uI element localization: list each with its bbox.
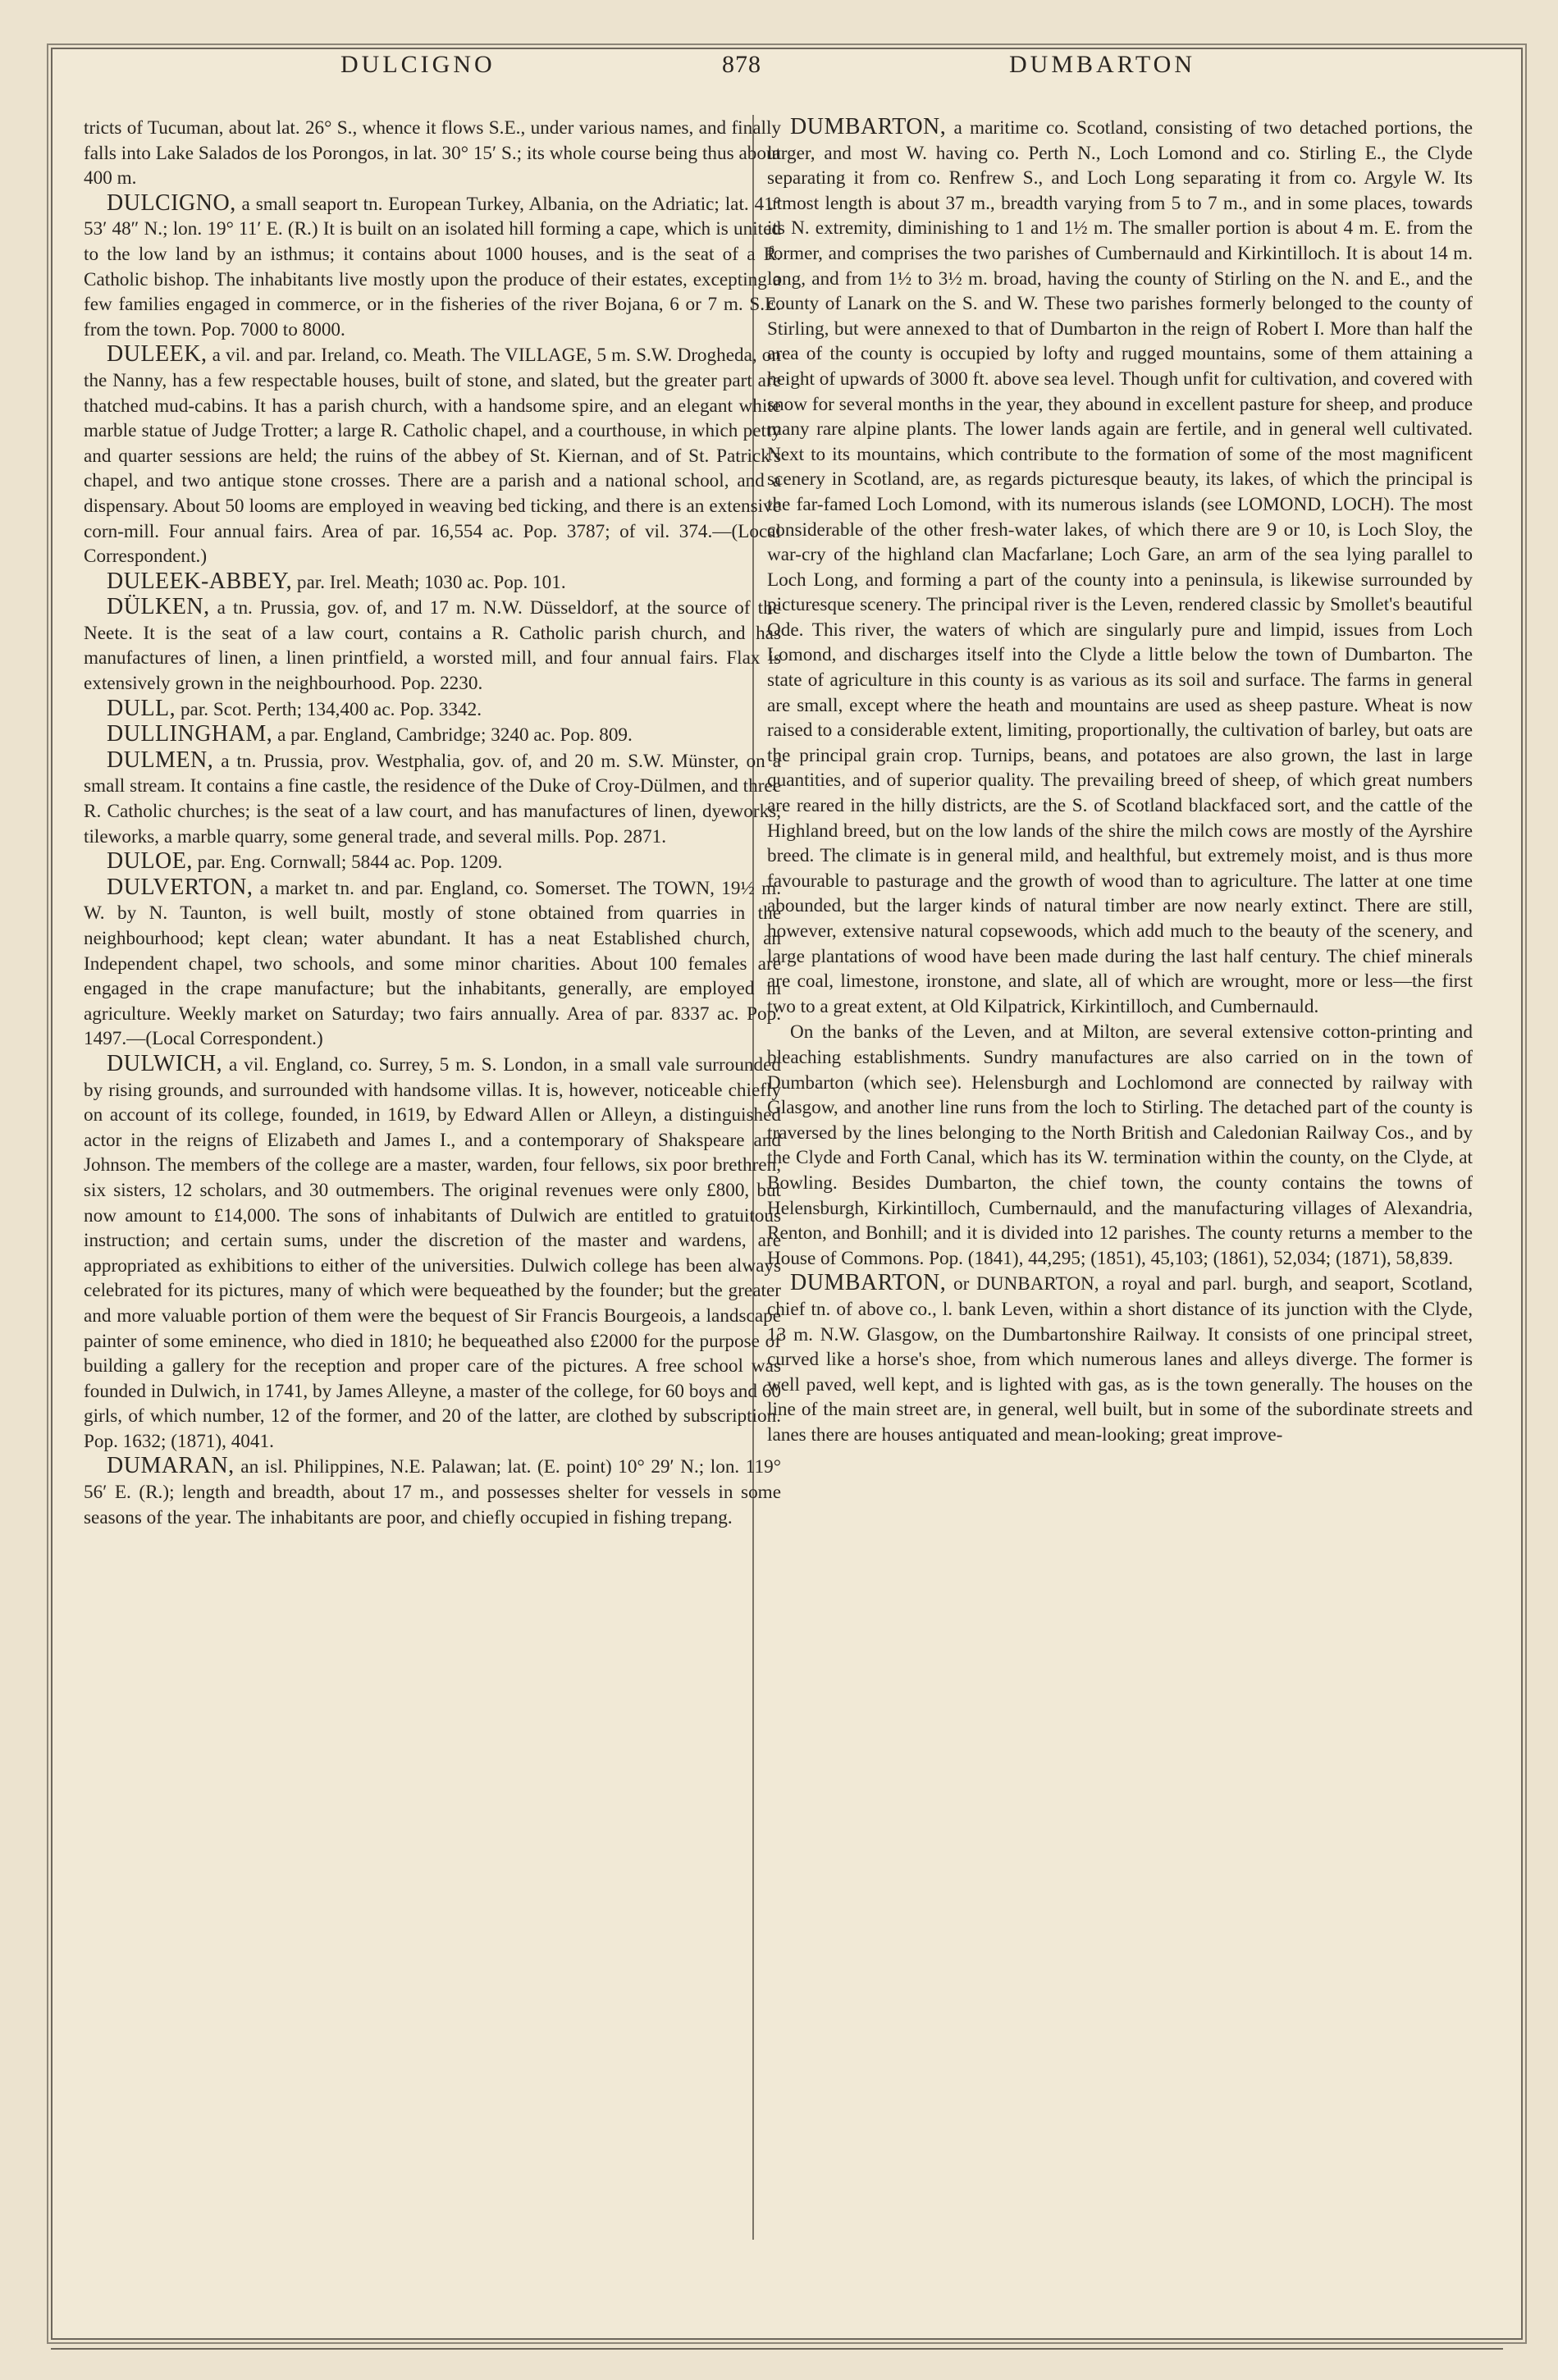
entry-headword: DULL, (107, 695, 176, 721)
entry-headword: DULVERTON, (107, 874, 254, 900)
entry-text: or DUNBARTON, a royal and parl. burgh, and seaport, Scotland, chief tn. of above co., l. bank Leven, within a short distance of its junction with the Clyde, 13 m. N.W. Glasgow, on the Dumbartonshire Railway. It consists of one principal street, curved like a horse's shoe, from which numerous lanes and alleys diverge. The former is well paved, well kept, and is lighted with gas, as is the town generally. The houses on the line of the main street are, in general, well built, but in some of the subordinate streets and lanes there are houses antiquated and mean-looking; great improve- (767, 1273, 1473, 1446)
dictionary-entry (84, 1052, 781, 1455)
entry-headword: DULLINGHAM, (107, 721, 273, 747)
dictionary-entry (767, 115, 1473, 1019)
page-number: 878 (722, 51, 761, 78)
entry-text: a vil. England, co. Surrey, 5 m. S. London, in a small vale surrounded by rising grounds, and surrounded with handsome villas. It is, however, noticeable chiefly on account of its college, founded, in 1619, by Edward Allen or Alleyn, a distinguished actor in the reigns of Elizabeth and James I., and a contemporary of Shakspeare and Johnson. The members of the college are a master, warden, four fellows, six poor brethren, six sisters, 12 scholars, and 30 outmembers. The original revenues were only £800, but now amount to £14,000. The sons of inhabitants of Dulwich are entitled to gratuitous instruction; and certain sums, under the discretion of the master and wardens, are appropriated as exhibitions to either of the universities. Dulwich college has been always celebrated for its pictures, many of which were bequeathed by the founder; but the greater and more valuable portion of them were the bequest of Sir Francis Bourgeois, a landscape painter of some eminence, who died in 1810; he bequeathed also £2000 for the purpose of building a gallery for the reception and proper care of the pictures. A free school was founded in Dulwich, in 1741, by James Alleyne, a master of the college, for 60 boys and 60 girls, of which number, 12 of the former, and 20 of the latter, are clothed by subscription. Pop. 1632; (1871), 4041. (84, 1053, 781, 1452)
dictionary-entry (84, 342, 781, 569)
dictionary-entry (84, 849, 781, 875)
entry-headword: DÜLKEN, (107, 594, 210, 620)
entry-headword: DULEEK, (107, 341, 208, 368)
entry-text: a small seaport tn. European Turkey, Albania, on the Adriatic; lat. 41° 53′ 48″ N.; lon. 19° 11′ E. (R.) It is built on an isolated hill forming a cape, which is united to the low land by an isthmus; it contains about 1000 houses, and is the seat of a R. Catholic bishop. The inhabitants live mostly upon the produce of their estates, excepting a few families engaged in commerce, or in the fisheries of the river Bojana, 6 or 7 m. S.E. from the town. Pop. 7000 to 8000. (84, 193, 781, 340)
entry-headword: DUMARAN, (107, 1453, 235, 1479)
entry-headword: DULMEN, (107, 747, 214, 773)
entry-headword: DUMBARTON, (790, 114, 947, 139)
entry-text: a tn. Prussia, prov. Westphalia, gov. of, and 20 m. S.W. Münster, on a small stream. It contains a fine castle, the residence of the Duke of Croy-Dülmen, and three R. Catholic churches; is the seat of a law court, and has manufactures of linen, dyeworks, tileworks, a marble quarry, some general trade, and several mills. Pop. 2871. (84, 750, 781, 847)
bottom-rule (51, 2348, 1503, 2350)
dictionary-entry (84, 697, 781, 723)
entry-text: a maritime co. Scotland, consisting of two detached portions, the larger, and most W. having co. Perth N., Loch Lomond and co. Stirling E., the Clyde separating it from co. Renfrew S., and Loch Long separating it from co. Argyle W. Its utmost length is about 37 m., breadth varying from 5 to 7 m., and in some places, towards its N. extremity, diminishing to 1 and 1½ m. The smaller portion is about 4 m. E. from the former, and comprises the two parishes of Cumbernauld and Kirkintilloch. It is about 14 m. long, and from 1½ to 3½ m. broad, having the county of Stirling on the N. and E., and the county of Lanark on the S. and W. These two parishes formerly belonged to the county of Stirling, but were annexed to that of Dumbarton in the reign of Robert I. More than half the area of the county is occupied by lofty and rugged mountains, some of them attaining a height of upwards of 3000 ft. above sea level. Though unfit for cultivation, and covered with snow for several months in the year, they abound in excellent pasture for sheep, and produce many rare alpine plants. The lower lands again are fertile, and in general well cultivated. Next to its mountains, which contribute to the formation of some of the most magnificent scenery in Scotland, are, as regards picturesque beauty, its lakes, of which the principal is the far-famed Loch Lomond, with its numerous islands (see LOMOND, LOCH). The most considerable of the other fresh-water lakes, of which there are 9 or 10, is Loch Sloy, the war-cry of the highland clan Macfarlane; Loch Gare, an arm of the sea lying parallel to Loch Long, and forming a part of the county into a peninsula, is likewise surrounded by picturesque scenery. The principal river is the Leven, rendered classic by Smollet's beautiful Ode. This river, the waters of which are singularly pure and limpid, issues from Loch Lomond, and discharges itself into the Clyde a little below the town of Dumbarton. The state of agriculture in this county is as various as its soil and surface. The farms in general are small, except where the heath and mountains are used as sheep pasture. Wheat is now raised to a considerable extent, limiting, proportionally, the cultivation of barley, but oats are the principal grain crop. Turnips, beans, and potatoes are also grown, the last in large quantities, and of superior quality. The prevailing breed of sheep, of which great numbers are reared in the hilly districts, are the S. of Scotland blackfaced sort, and the cattle of the Highland breed, but on the low lands of the shire the milch cows are mostly of the Ayrshire breed. The climate is in general mild, and healthful, but extremely moist, and is thus more favourable to pasturage and the growth of wood than to agriculture. The latter at one time abounded, but the larger kinds of natural timber are now nearly extinct. There are still, however, extensive natural copsewoods, which add much to the beauty of the scenery, and large plantations of wood have been made during the last half century. The chief minerals are coal, limestone, ironstone, and slate, all of which are wrought, more or less—the first two to a great extent, at Old Kilpatrick, Kirkintilloch, and Cumbernauld. (767, 117, 1473, 1017)
dictionary-entry (84, 722, 781, 748)
entry-headword: DULEEK-ABBEY, (107, 568, 293, 594)
entry-headword: DULWICH, (107, 1050, 223, 1076)
dictionary-entry (767, 1271, 1473, 1447)
entry-text: a vil. and par. Ireland, co. Meath. The VILLAGE, 5 m. S.W. Drogheda, on the Nanny, has a few respectable houses, built of stone, and slated, but the greater part are thatched mud-cabins. It has a parish church, with a handsome spire, and an elegant white marble statue of Judge Trotter; a large R. Catholic chapel, and a courthouse, in which petty and quarter sessions are held; the ruins of the abbey of St. Kiernan, and of St. Patrick's chapel, and two antique stone crosses. There are a parish and a national school, and a dispensary. About 50 looms are employed in weaving bed ticking, and there is an extensive corn-mill. Four annual fairs. Area of par. 16,554 ac. Pop. 3787; of vil. 374.—(Local Correspondent.) (84, 345, 781, 568)
entry-headword: DUMBARTON, (790, 1270, 947, 1296)
entry-text: On the banks of the Leven, and at Milton, are several extensive cotton-printing and bleaching establishments. Sundry manufactures are also carried on in the town of Dumbarton (which see). Helensburgh and Lochlomond are connected by railway with Glasgow, and another line runs from the loch to Stirling. The detached part of the county is traversed by the lines belonging to the North British and Caledonian Railway Cos., and by the Clyde and Forth Canal, which has its W. termination within the county, on the Clyde, at Bowling. Besides Dumbarton, the chief town, the county contains the towns of Helensburgh, Kirkintilloch, Cumbernauld, and the manufacturing villages of Alexandria, Renton, and Bonhill; and it is divided into 12 parishes. The county returns a member to the House of Commons. Pop. (1841), 44,295; (1851), 45,103; (1861), 52,034; (1871), 58,839. (767, 1021, 1473, 1269)
dictionary-entry (84, 1454, 781, 1530)
entry-headword: DULOE, (107, 848, 193, 875)
entry-text: a market tn. and par. England, co. Somerset. The TOWN, 19½ m. W. by N. Taunton, is well built, mostly of stone obtained from quarries in the neighbourhood; kept clean; water abundant. It has a neat Established church, an Independent chapel, two schools, and some minor charities. About 100 females are engaged in the crape manufacture; but the inhabitants, generally, are employed in agriculture. Weekly market on Saturday; two fairs annually. Area of par. 8337 ac. Pop. 1497.—(Local Correspondent.) (84, 877, 781, 1050)
entry-text: par. Scot. Perth; 134,400 ac. Pop. 3342. (176, 698, 482, 720)
entry-text: an isl. Philippines, N.E. Palawan; lat. (E. point) 10° 29′ N.; lon. 119° 56′ E. (R.); length and breadth, about 17 m., and possesses shelter for vessels in some seasons of the year. The inhabitants are poor, and chiefly occupied in fishing trepang. (84, 1456, 781, 1528)
dictionary-entry (84, 748, 781, 849)
entry-text: a par. England, Cambridge; 3240 ac. Pop. 809. (272, 724, 633, 747)
running-header (0, 51, 1558, 92)
dictionary-entry (84, 115, 781, 191)
entry-text: a tn. Prussia, gov. of, and 17 m. N.W. Düsseldorf, at the source of the Neete. It is the seat of a law court, contains a R. Catholic parish church, and has manufactures of linen, a linen printfield, a worsted mill, and four annual fairs. Flax is extensively grown in the neighbourhood. Pop. 2230. (84, 597, 781, 695)
left-column (84, 115, 781, 1530)
dictionary-entry (767, 1019, 1473, 1271)
dictionary-entry (84, 595, 781, 696)
header-left-word: DULCIGNO (340, 51, 496, 78)
entry-text: par. Eng. Cornwall; 5844 ac. Pop. 1209. (192, 852, 503, 874)
entry-text: par. Irel. Meath; 1030 ac. Pop. 101. (292, 571, 566, 593)
dictionary-entry (84, 569, 781, 596)
header-right-word: DUMBARTON (1009, 51, 1196, 78)
dictionary-entry (84, 191, 781, 343)
dictionary-entry (84, 875, 781, 1052)
entry-headword: DULCIGNO, (107, 190, 236, 216)
right-column (767, 115, 1473, 1447)
entry-text: tricts of Tucuman, about lat. 26° S., whence it flows S.E., under various names, and finally falls into Lake Salados de los Porongos, in lat. 30° 15′ S.; its whole course being thus about 400 m. (84, 117, 781, 190)
